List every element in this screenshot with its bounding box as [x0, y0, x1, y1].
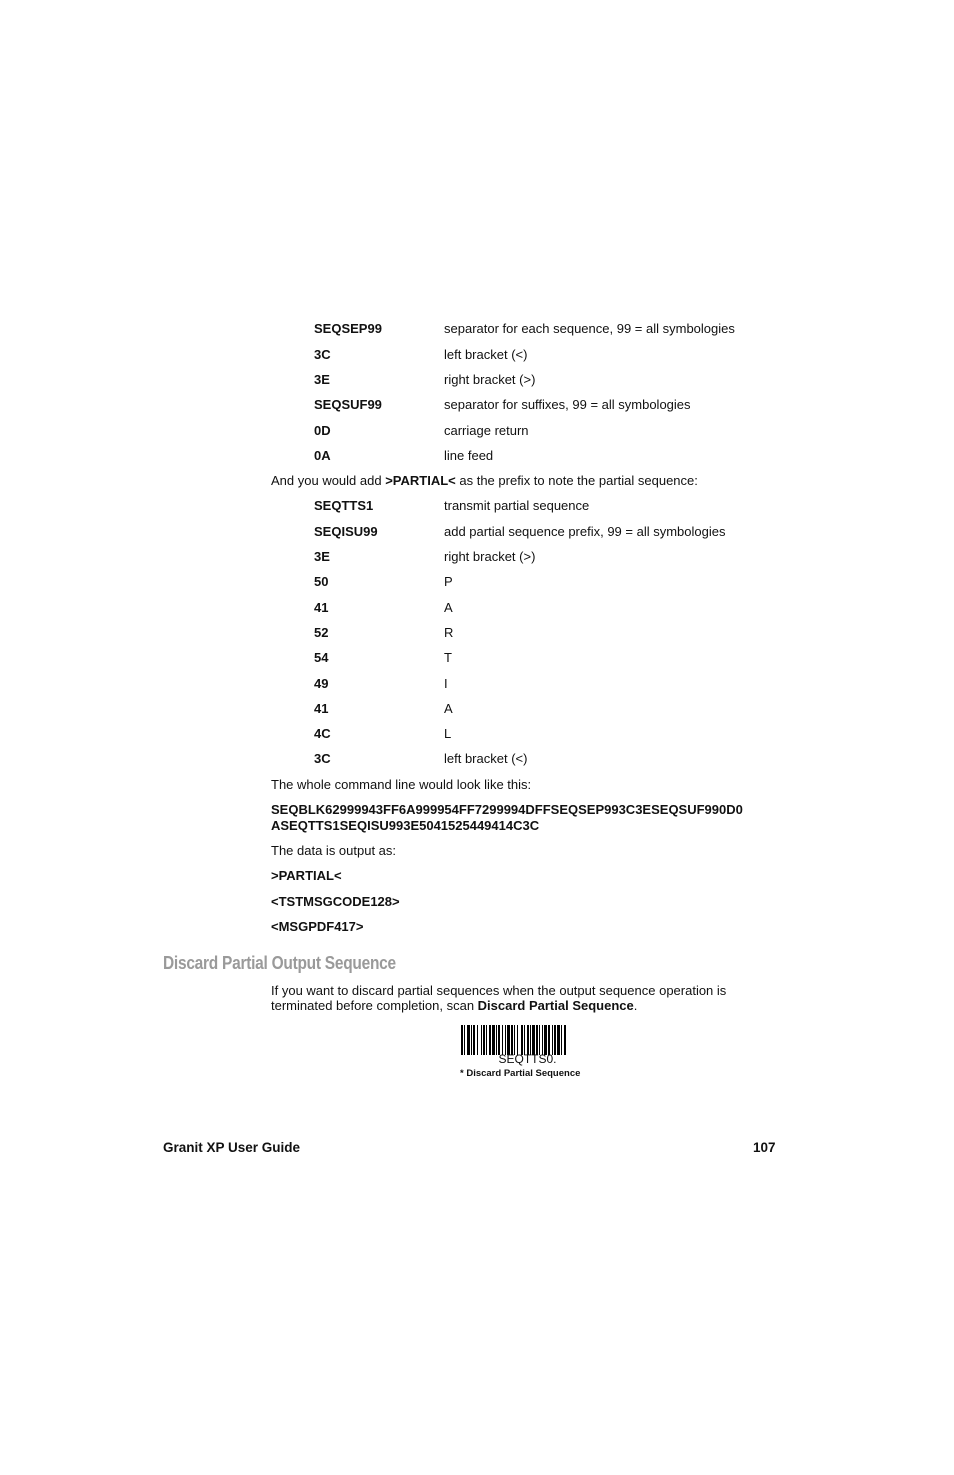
- command-code: 3C: [314, 751, 331, 766]
- barcode-bar: [473, 1025, 475, 1055]
- command-description: carriage return: [444, 423, 529, 438]
- command-code: 41: [314, 701, 329, 716]
- command-description: T: [444, 650, 452, 665]
- barcode-bar: [554, 1025, 556, 1055]
- page-number: 107: [753, 1140, 776, 1155]
- barcode-bars: [459, 1025, 596, 1055]
- barcode-bar: [483, 1025, 485, 1055]
- barcode-bar: [514, 1025, 515, 1055]
- command-description: A: [444, 600, 453, 615]
- barcode-bar: [542, 1025, 543, 1055]
- barcode-bar: [536, 1025, 538, 1055]
- barcode-bar: [498, 1025, 500, 1055]
- barcode-bar: [507, 1025, 510, 1055]
- command-description: I: [444, 676, 448, 691]
- barcode-bar: [539, 1025, 540, 1055]
- barcode-bar: [548, 1025, 550, 1055]
- command-code: 54: [314, 650, 329, 665]
- command-description: P: [444, 574, 453, 589]
- barcode-bar: [561, 1025, 562, 1055]
- barcode-human-readable: SEQTTS0.: [498, 1052, 557, 1066]
- barcode-bar: [489, 1025, 491, 1055]
- barcode-bar: [552, 1025, 553, 1055]
- command-description: right bracket (>): [444, 372, 536, 387]
- barcode-bar: [521, 1025, 523, 1055]
- barcode-bar: [511, 1025, 513, 1055]
- barcode-bar: [461, 1025, 463, 1055]
- command-description: transmit partial sequence: [444, 498, 590, 513]
- discard-paragraph-line-2: [271, 998, 637, 1014]
- command-description: left bracket (<): [444, 751, 528, 766]
- command-code: 0A: [314, 448, 331, 463]
- command-code: SEQISU99: [314, 524, 378, 539]
- barcode-bar: [557, 1025, 560, 1055]
- footer-title: Granit XP User Guide: [163, 1140, 301, 1155]
- command-code: SEQSUF99: [314, 397, 382, 412]
- barcode-bar: [544, 1025, 547, 1055]
- command-code: 49: [314, 676, 329, 691]
- discard-paragraph-line-1: If you want to discard partial sequences when the output sequence operation is: [271, 983, 727, 998]
- section-heading: Discard Partial Output Sequence: [163, 953, 396, 973]
- barcode-bar: [492, 1025, 495, 1055]
- command-description: L: [444, 726, 452, 741]
- barcode-bar: [502, 1025, 503, 1055]
- whole-command-intro: The whole command line would look like this:: [271, 777, 532, 792]
- command-description: R: [444, 625, 454, 640]
- prefix-paragraph: [271, 473, 698, 489]
- barcode-bar: [527, 1025, 529, 1055]
- command-description: right bracket (>): [444, 549, 536, 564]
- partial-prefix: >PARTIAL<: [385, 473, 456, 488]
- command-code: SEQSEP99: [314, 321, 382, 336]
- command-description: line feed: [444, 448, 494, 463]
- barcode-bar: [517, 1025, 518, 1055]
- command-description: separator for suffixes, 99 = all symbologies: [444, 397, 691, 412]
- barcode-bar: [486, 1025, 487, 1055]
- barcode-bar: [477, 1025, 478, 1055]
- discard-partial-sequence-reference: Discard Partial Sequence: [477, 998, 634, 1013]
- barcode-bar: [532, 1025, 535, 1055]
- discard-partial-sequence-barcode[interactable]: [459, 1025, 596, 1066]
- barcode-label: * Discard Partial Sequence: [460, 1068, 581, 1079]
- barcode-bar: [564, 1025, 566, 1055]
- barcode-bar: [505, 1025, 506, 1055]
- barcode-bar: [524, 1025, 525, 1055]
- output-line: >PARTIAL<: [271, 868, 342, 883]
- output-line: <TSTMSGCODE128>: [271, 894, 400, 909]
- output-intro: The data is output as:: [271, 843, 397, 858]
- command-code: 52: [314, 625, 329, 640]
- paragraph-text: as the prefix to note the partial sequence:: [455, 473, 698, 488]
- command-description: separator for each sequence, 99 = all symbologies: [444, 321, 735, 336]
- command-line-1: SEQBLK62999943FF6A999954FF7299994DFFSEQSEP993C3ESEQSUF990D0: [271, 802, 743, 817]
- command-description: add partial sequence prefix, 99 = all symbologies: [444, 524, 726, 539]
- output-line: <MSGPDF417>: [271, 919, 364, 934]
- command-code: 3E: [314, 549, 330, 564]
- command-code: SEQTTS1: [314, 498, 374, 513]
- paragraph-text: .: [633, 998, 638, 1013]
- command-line-2: ASEQTTS1SEQISU993E5041525449414C3C: [271, 818, 540, 833]
- barcode-bar: [471, 1025, 472, 1055]
- paragraph-text: terminated before completion, scan: [271, 998, 478, 1013]
- command-description: left bracket (<): [444, 347, 528, 362]
- barcode-bar: [496, 1025, 497, 1055]
- paragraph-text: And you would add: [271, 473, 386, 488]
- command-code: 0D: [314, 423, 331, 438]
- barcode-bar: [467, 1025, 470, 1055]
- barcode-bar: [530, 1025, 531, 1055]
- barcode-bar: [481, 1025, 482, 1055]
- command-code: 50: [314, 574, 329, 589]
- command-code: 4C: [314, 726, 331, 741]
- barcode-bar: [464, 1025, 465, 1055]
- command-code: 3C: [314, 347, 331, 362]
- command-description: A: [444, 701, 453, 716]
- command-code: 41: [314, 600, 329, 615]
- command-code: 3E: [314, 372, 330, 387]
